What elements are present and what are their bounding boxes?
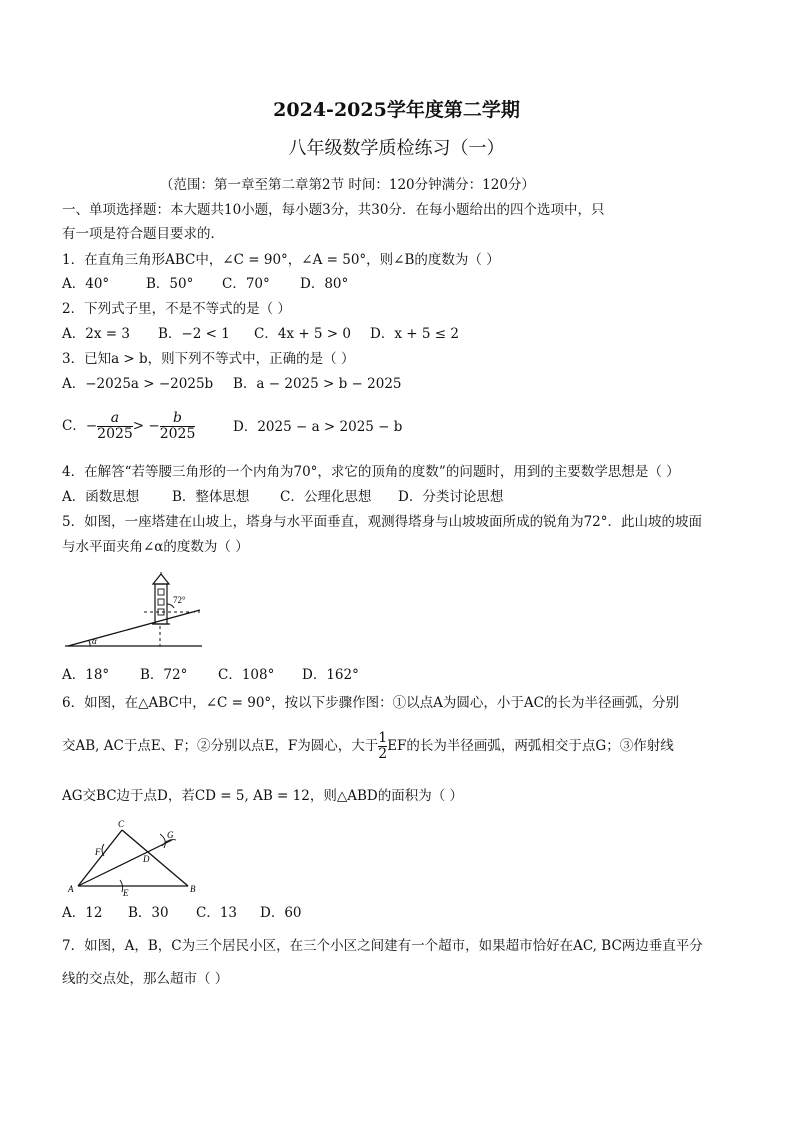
q6-half-fraction (378, 731, 387, 762)
fraction-numerator: 1 (378, 729, 388, 746)
q6-option-d: D．60 (260, 905, 302, 921)
label-c: C (118, 819, 125, 829)
q6-stem-line2 (62, 728, 674, 764)
q2-option-b: B．−2 < 1 (158, 326, 230, 342)
label-g: G (167, 830, 174, 840)
slope-line (68, 610, 200, 646)
q5-option-c: C．108° (218, 667, 275, 683)
q6-stem-line3: AG交BC边于点D，若CD = 5, AB = 12，则△ABD的面积为（ ） (62, 788, 463, 804)
q2-option-c: C．4x + 5 > 0 (254, 326, 351, 342)
q7-stem-line2: 线的交点处，那么超市（ ） (62, 971, 229, 987)
fraction-numerator: b (173, 409, 183, 426)
q3-option-c-relation: > − (132, 418, 160, 434)
q3-option-a: A．−2025a > −2025b (62, 376, 214, 392)
section-instructions-line1: 一、单项选择题：本大题共10小题，每小题3分，共30分．在每小题给出的四个选项中，只 (62, 202, 605, 218)
q3-option-c (62, 408, 195, 444)
q5-stem-line2: 与水平面夹角∠α的度数为（ ） (62, 539, 249, 555)
q6-stem-line1: 6．如图，在△ABC中，∠C = 90°，按以下步骤作图：①以点A为圆心，小于AC的长为半径画弧，分别 (62, 695, 680, 711)
section-instructions-line2: 有一项是符合题目要求的． (62, 226, 224, 242)
tower-icon (152, 572, 170, 624)
q5-stem-line1: 5．如图，一座塔建在山坡上，塔身与水平面垂直，观测得塔身与山坡坡面所成的锐角为72°．此山坡的坡面 (62, 514, 703, 530)
q1-option-d: D．80° (300, 276, 349, 292)
q5-option-d: D．162° (302, 667, 359, 683)
q6-option-b: B．30 (128, 905, 169, 921)
alpha-arc (89, 641, 90, 646)
label-d: D (143, 854, 150, 864)
ray-ag (78, 840, 172, 886)
label-e: E (123, 888, 129, 898)
label-b: B (190, 884, 196, 894)
q4-option-d: D．分类讨论思想 (398, 489, 504, 505)
q3-option-c-minus: − (85, 418, 98, 434)
q7-stem-line1: 7．如图，A，B，C为三个居民小区，在三个小区之间建有一个超市，如果超市恰好在AC, BC两边垂直平分 (62, 938, 703, 954)
fraction-numerator: a (110, 409, 120, 426)
fraction-denominator: 2 (378, 745, 388, 762)
exam-title: 八年级数学质检练习（一） (288, 138, 505, 159)
q6-option-a: A．12 (62, 905, 103, 921)
q6-triangle-figure (64, 818, 214, 898)
label-f: F (95, 847, 101, 857)
fraction-denominator: 2025 (159, 425, 196, 442)
q2-option-d: D．x + 5 ≤ 2 (370, 326, 459, 342)
q5-tower-figure (60, 570, 210, 652)
arc-g2 (162, 840, 176, 846)
q3-option-b: B．a − 2025 > b − 2025 (233, 376, 402, 392)
alpha-label: α (92, 636, 97, 646)
q6-stem-line2-before: 交AB, AC于点E、F；②分别以点E，F为圆心，大于 (62, 738, 379, 754)
q1-option-b: B．50° (146, 276, 194, 292)
q3-option-c-label: C． (62, 418, 86, 434)
q3-stem: 3．已知a > b，则下列不等式中，正确的是（ ） (62, 351, 355, 367)
q3-option-c-fraction-a (97, 411, 133, 442)
q6-stem-line2-after: EF的长为半径画弧，两弧相交于点G；③作射线 (387, 738, 674, 754)
year-title: 2024-2025学年度第二学期 (273, 99, 520, 121)
label-a: A (68, 884, 74, 894)
q5-option-a: A．18° (62, 667, 110, 683)
q1-option-a: A．40° (62, 276, 110, 292)
q4-option-c: C．公理化思想 (280, 489, 372, 505)
q4-option-a: A．函数思想 (62, 489, 140, 505)
q3-option-c-fraction-b (160, 411, 196, 442)
q4-stem: 4．在解答“若等腰三角形的一个内角为70°，求它的顶角的度数”的问题时，用到的主要数学思想是（ ） (62, 464, 680, 480)
q1-option-c: C．70° (222, 276, 270, 292)
q3-option-d: D．2025 − a > 2025 − b (233, 419, 403, 435)
q6-option-c: C．13 (196, 905, 238, 921)
exam-scope: （范围：第一章至第二章第2节 时间：120分钟满分：120分） (160, 177, 535, 193)
q1-stem: 1．在直角三角形ABC中，∠C = 90°，∠A = 50°，则∠B的度数为（ ） (62, 252, 500, 268)
q4-option-b: B．整体思想 (172, 489, 250, 505)
q5-option-b: B．72° (140, 667, 188, 683)
fraction-denominator: 2025 (97, 425, 133, 442)
q2-option-a: A．2x = 3 (62, 326, 130, 342)
angle-72-label: 72° (173, 595, 186, 605)
q2-stem: 2．下列式子里，不是不等式的是（ ） (62, 301, 291, 317)
